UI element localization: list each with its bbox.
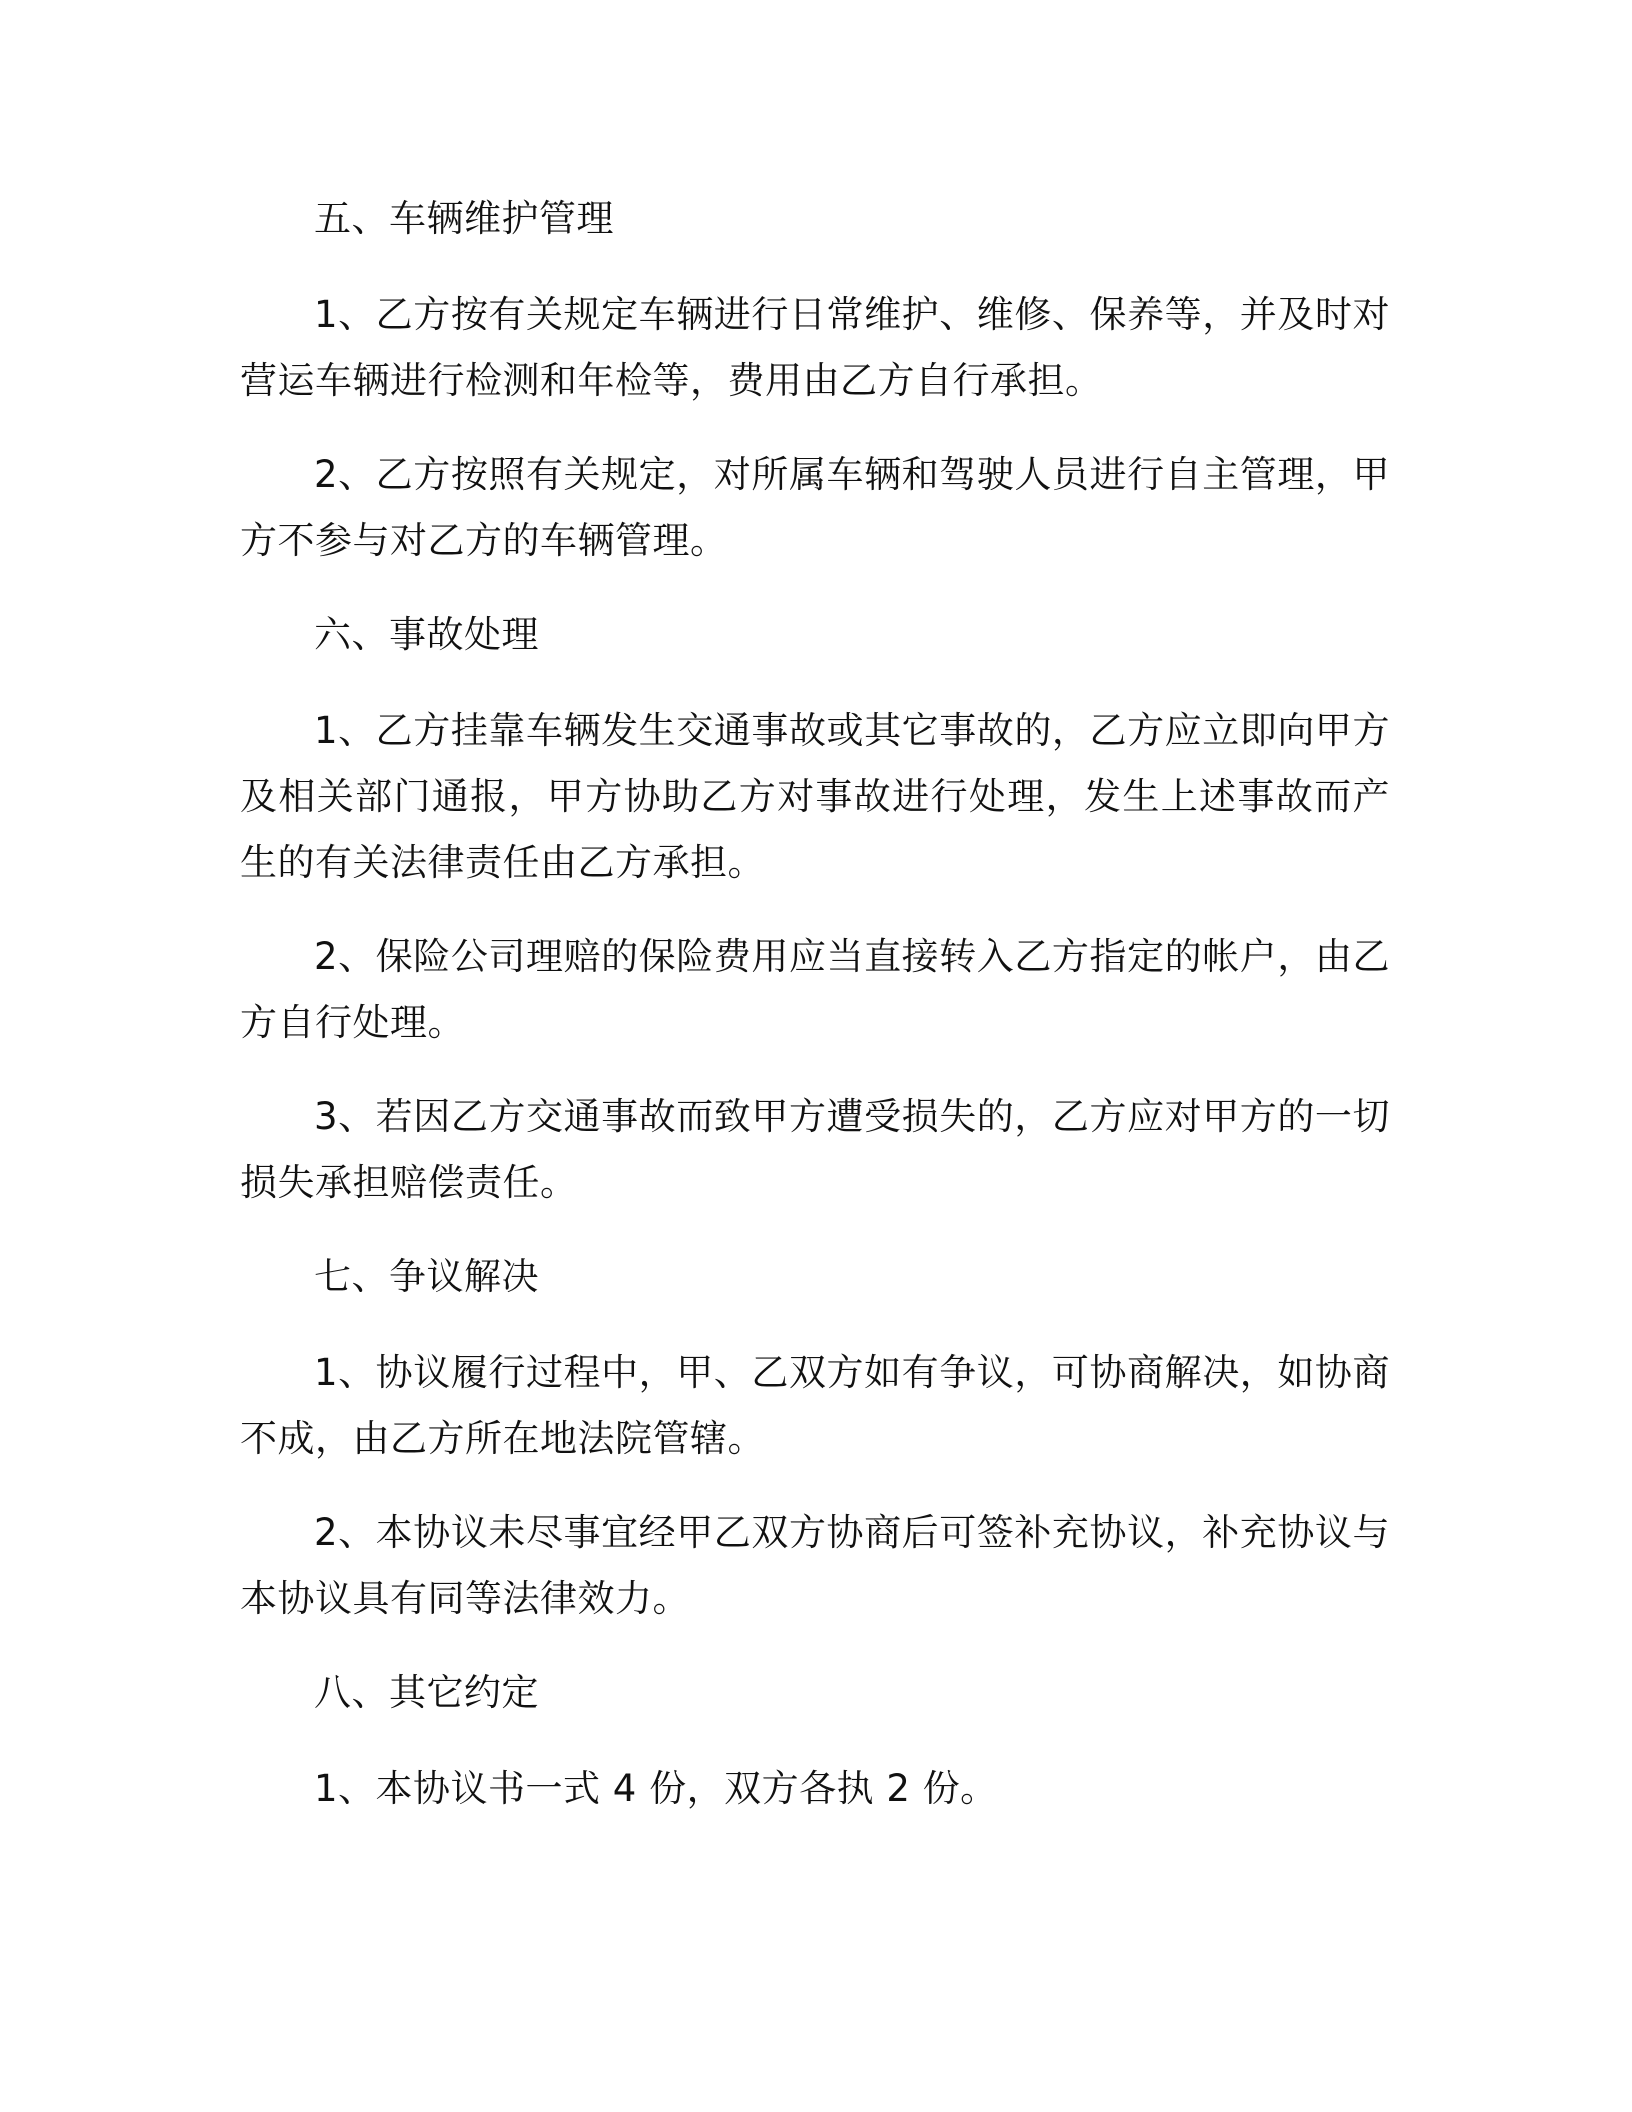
clause-paragraph: 2、乙方按照有关规定，对所属车辆和驾驶人员进行自主管理，甲方不参与对乙方的车辆管理。 bbox=[240, 453, 1390, 562]
clause-paragraph: 1、乙方挂靠车辆发生交通事故或其它事故的，乙方应立即向甲方及相关部门通报，甲方协助乙方对事故进行处理，发生上述事故而产生的有关法律责任由乙方承担。 bbox=[240, 709, 1390, 884]
clause-paragraph: 1、协议履行过程中，甲、乙双方如有争议，可协商解决，如协商不成，由乙方所在地法院管辖。 bbox=[240, 1351, 1390, 1460]
section-heading-dispute-resolution: 七、争议解决 bbox=[314, 1255, 539, 1298]
section-heading-accident-handling: 六、事故处理 bbox=[314, 613, 539, 656]
clause-paragraph: 2、本协议未尽事宜经甲乙双方协商后可签补充协议，补充协议与本协议具有同等法律效力。 bbox=[240, 1511, 1390, 1620]
clause-paragraph: 1、本协议书一式 4 份，双方各执 2 份。 bbox=[314, 1767, 998, 1810]
clause-paragraph: 2、保险公司理赔的保险费用应当直接转入乙方指定的帐户，由乙方自行处理。 bbox=[240, 935, 1390, 1044]
section-heading-vehicle-maintenance: 五、车辆维护管理 bbox=[314, 197, 614, 240]
document-body bbox=[240, 186, 1390, 1850]
clause-paragraph: 1、乙方按有关规定车辆进行日常维护、维修、保养等，并及时对营运车辆进行检测和年检等，费用由乙方自行承担。 bbox=[240, 293, 1390, 402]
clause-paragraph: 3、若因乙方交通事故而致甲方遭受损失的，乙方应对甲方的一切损失承担赔偿责任。 bbox=[240, 1095, 1390, 1204]
section-heading-other-provisions: 八、其它约定 bbox=[314, 1671, 539, 1714]
